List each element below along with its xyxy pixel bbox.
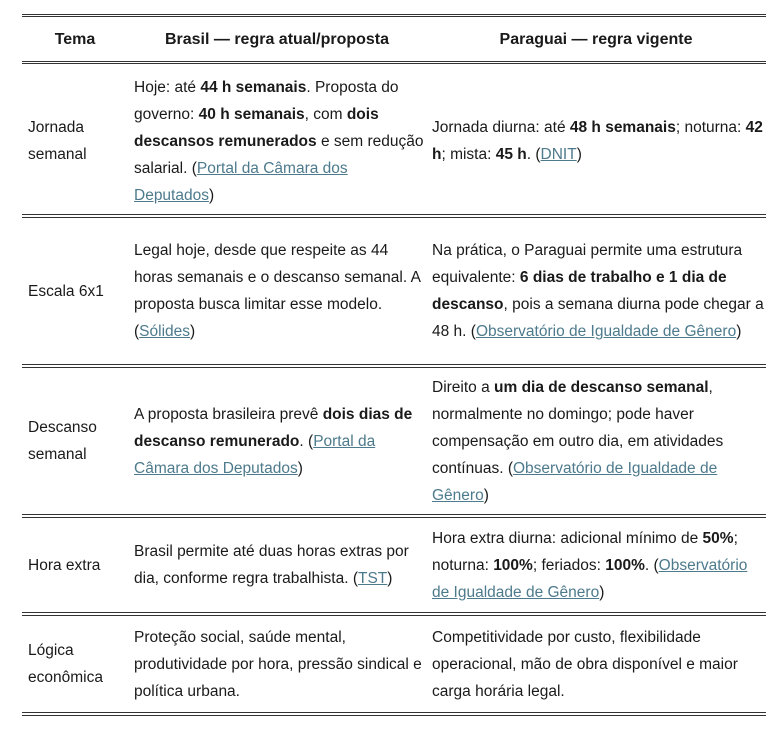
cell-bold: 100% bbox=[605, 556, 645, 574]
cell-bold: 50% bbox=[702, 529, 734, 547]
cell-text: Legal hoje, desde que respeite as 44 horas semanais e o descanso semanal. A proposta busca limitar esse modelo. ( bbox=[134, 242, 421, 340]
cell-text: , normalmente no domingo; pode haver compensação em outro dia, em atividades contínuas. ( bbox=[432, 378, 724, 477]
header-row bbox=[22, 16, 766, 63]
brasil-cell bbox=[128, 68, 426, 216]
cell-bold: 44 h semanais bbox=[200, 78, 307, 96]
cell-text: Proteção social, saúde mental, produtividade por hora, pressão sindical e política urbana. bbox=[134, 628, 422, 700]
brasil-cell bbox=[128, 516, 426, 614]
cell-text: Hora extra diurna: adicional mínimo de bbox=[432, 529, 703, 547]
source-link-camara[interactable]: Portal da Câmara dos Deputados bbox=[134, 159, 348, 204]
cell-bold: 42 h bbox=[432, 119, 763, 163]
theme-cell: Escala 6x1 bbox=[22, 216, 128, 366]
cell-bold: dois dias de descanso remunerado bbox=[134, 405, 413, 450]
cell-text: ; mista: bbox=[441, 146, 496, 163]
cell-text: ) bbox=[736, 323, 742, 340]
cell-bold: 6 dias de trabalho e 1 dia de descanso bbox=[432, 269, 727, 313]
cell-text: . ( bbox=[299, 432, 314, 450]
cell-bold: dois descansos remunerados bbox=[134, 105, 379, 150]
cell-text: ) bbox=[387, 570, 393, 587]
paraguai-cell bbox=[426, 216, 766, 366]
cell-text: . Proposta do governo: bbox=[134, 78, 399, 123]
source-link-dnit[interactable]: DNIT bbox=[540, 146, 577, 163]
theme-cell: Jornada semanal bbox=[22, 68, 128, 216]
cell-text: , com bbox=[304, 105, 347, 123]
cell-text: ) bbox=[297, 459, 303, 477]
paraguai-cell bbox=[426, 614, 766, 714]
paraguai-cell bbox=[426, 516, 766, 614]
source-link-observatorio[interactable]: Observatório de Igualdade de Gênero bbox=[432, 459, 718, 504]
source-link-camara[interactable]: Portal da Câmara dos Deputados bbox=[134, 432, 376, 477]
table-row bbox=[22, 216, 766, 366]
cell-text: . ( bbox=[526, 146, 541, 163]
comparison-table bbox=[22, 14, 766, 716]
cell-text: A proposta brasileira prevê bbox=[134, 405, 323, 423]
brasil-cell bbox=[128, 614, 426, 714]
header-tema: Tema bbox=[22, 16, 128, 63]
cell-text: ; noturna: bbox=[432, 529, 738, 574]
cell-bold: 45 h bbox=[495, 146, 527, 163]
brasil-cell bbox=[128, 216, 426, 366]
paraguai-cell bbox=[426, 68, 766, 216]
source-link-tst[interactable]: TST bbox=[358, 570, 388, 587]
cell-text: e sem redução salarial. ( bbox=[134, 132, 424, 177]
table-row bbox=[22, 68, 766, 216]
table-row bbox=[22, 366, 766, 516]
cell-bold: 40 h semanais bbox=[198, 105, 305, 123]
cell-bold: 48 h semanais bbox=[569, 119, 676, 136]
cell-bold: um dia de descanso semanal bbox=[494, 378, 709, 396]
source-link-observatorio[interactable]: Observatório de Igualdade de Gênero bbox=[475, 323, 737, 340]
table-header bbox=[22, 16, 766, 63]
cell-text: ) bbox=[208, 186, 215, 204]
cell-text: Direito a bbox=[432, 378, 495, 396]
cell-text: Na prática, o Paraguai permite uma estrutura equivalente: bbox=[432, 242, 743, 286]
cell-bold: 100% bbox=[493, 556, 533, 574]
cell-text: , pois a semana diurna pode chegar a 48 h. ( bbox=[432, 296, 764, 340]
cell-text: ) bbox=[576, 146, 582, 163]
cell-text: . ( bbox=[644, 556, 659, 574]
cell-text: Brasil permite até duas horas extras por dia, conforme regra trabalhista. ( bbox=[134, 543, 409, 587]
paraguai-cell bbox=[426, 366, 766, 516]
source-link-observatorio[interactable]: Observatório de Igualdade de Gênero bbox=[432, 556, 748, 601]
theme-cell: Descanso semanal bbox=[22, 366, 128, 516]
brasil-cell bbox=[128, 366, 426, 516]
table-body bbox=[22, 63, 766, 715]
source-link-solides[interactable]: Sólides bbox=[139, 323, 191, 340]
cell-text: Hoje: até bbox=[134, 78, 201, 96]
theme-cell: Hora extra bbox=[22, 516, 128, 614]
cell-text: ) bbox=[483, 486, 489, 504]
cell-text: Competitividade por custo, flexibilidade operacional, mão de obra disponível e maior carga horária legal. bbox=[432, 628, 738, 700]
theme-cell: Lógica econômica bbox=[22, 614, 128, 714]
header-paraguai: Paraguai — regra vigente bbox=[426, 16, 766, 63]
table-row bbox=[22, 614, 766, 714]
header-brasil: Brasil — regra atual/proposta bbox=[128, 16, 426, 63]
cell-text: ; feriados: bbox=[532, 556, 606, 574]
cell-text: ; noturna: bbox=[675, 119, 746, 136]
cell-text: Jornada diurna: até bbox=[432, 119, 570, 136]
cell-text: ) bbox=[190, 323, 196, 340]
cell-text: ) bbox=[599, 583, 605, 601]
table-row bbox=[22, 516, 766, 614]
